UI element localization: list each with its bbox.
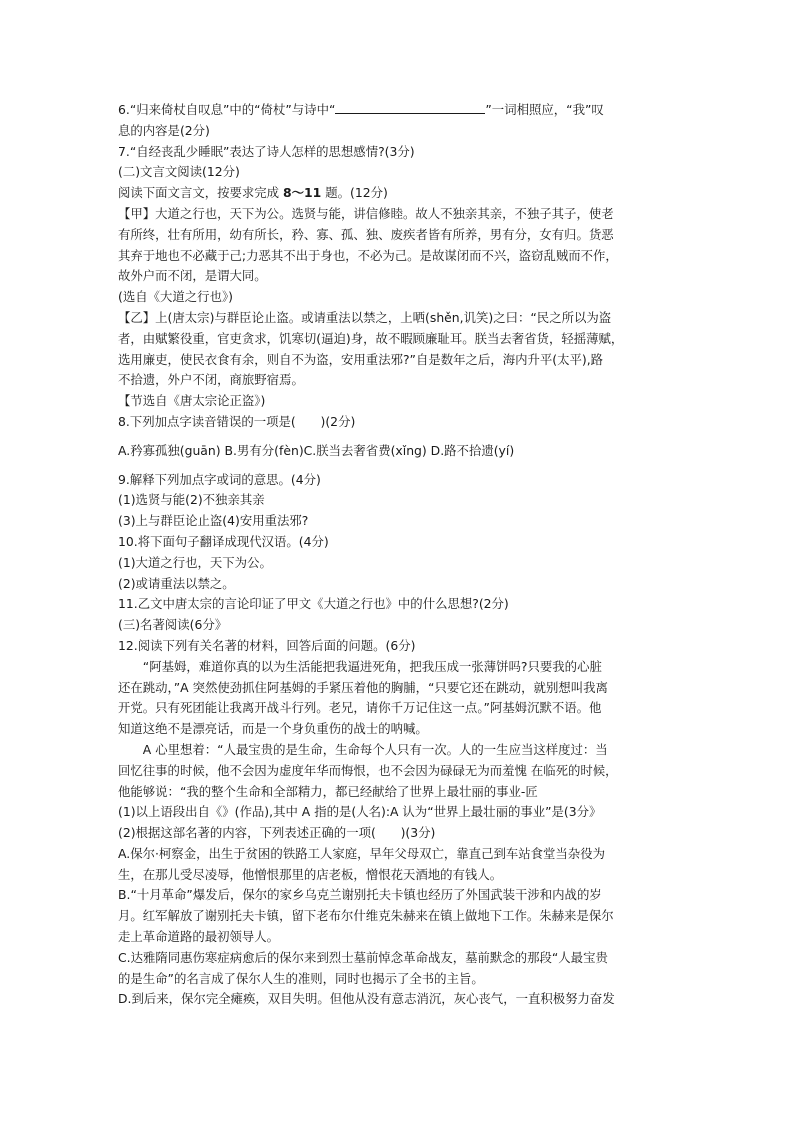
instruction-text-a: 阅读下面文言文，按要求完成	[118, 185, 284, 201]
excerpt-paragraph-1: “阿基姆，难道你真的以为生活能把我逼进死角，把我压成一张薄饼吗?只要我的心脏	[142, 658, 602, 674]
question-7: 7.“自经丧乱少睡眠”表达了诗人怎样的思想感情?(3分)	[118, 143, 415, 159]
question-8-options: A.矜寡孤独(guān) B.男有分(fèn)C.朕当去奢省费(xǐng) D.路不拾遗(yí)	[118, 442, 515, 458]
option-c: C.达雅隋同惠伤寒症病愈后的保尔来到烈士墓前悼念革命战友，墓前默念的那段“人最宝贵	[118, 949, 608, 965]
excerpt-paragraph-2: 他能够说：“我的整个生命和全部精力，都已经献给了世界上最壮丽的事业-匠	[118, 783, 538, 799]
excerpt-paragraph-2: A 心里想着：“人最宝贵的是生命，生命每个人只有一次。人的一生应当这样度过：当	[142, 741, 608, 757]
passage-yi-line: 选用廉吏，使民衣食有余，则自不为盗，安用重法邪?”自是数年之后，海内升平(太平),路	[118, 351, 604, 367]
question-6-text-a: 6.“归来倚杖自叹息”中的“倚杖”与诗中“	[118, 102, 336, 117]
section-3-title: (三)名著阅读(6分》	[118, 617, 228, 633]
question-10-stem: 10.将下面句子翻译成现代汉语。(4分)	[118, 533, 329, 549]
passage-yi-line: 者，由赋繁役重，官吏贪求，饥寒切(逼迫)身，故不暇顾廉耻耳。朕当去奢省货，轻摇薄赋，	[118, 330, 624, 346]
question-9-row-1: (1)选贤与能(2)不独亲其亲	[118, 492, 265, 508]
passage-jia-line: 【甲】大道之行也，天下为公。选贤与能，讲信修睦。故人不独亲其亲，不独子其子，使老	[118, 205, 614, 221]
question-9-row-2: (3)上与群臣论止盗(4)安用重法邪?	[118, 513, 309, 529]
excerpt-paragraph-1: 知道这绝不是漂亮话，而是一个身负重伤的战士的呐喊。	[118, 721, 428, 737]
option-a: A.保尔·柯察金，出生于贫困的铁路工人家庭，早年父母双亡，靠直己到车站食堂当杂役为	[118, 845, 605, 861]
question-6-line-1	[118, 100, 674, 121]
passage-jia-line: 故外户而不闭，是谓大同。	[118, 268, 267, 284]
passage-yi-line: 【乙】上(唐太宗)与群臣论止盗。或请重法以禁之，上哂(shěn,讥笑)之曰：“民之所以为盗	[118, 309, 612, 325]
question-11: 11.乙文中唐太宗的言论印证了甲文《大道之行也》中的什么思想?(2分)	[118, 596, 509, 612]
question-6-line-2: 息的内容是(2分)	[118, 122, 210, 138]
option-b: B.“十月革命”爆发后，保尔的家乡乌克兰谢别托夫卡镇也经历了外国武装干涉和内战的岁	[118, 887, 602, 903]
instruction-range: 8～11	[283, 185, 322, 201]
passage-yi-line: 不拾遗，外户不闭，商旅野宿焉。	[118, 372, 304, 388]
question-6-text-b: ”一词相照应，“我”叹	[485, 102, 604, 117]
option-c: 的是生命”的名言成了保尔人生的准则，同时也揭示了全书的主旨。	[118, 970, 484, 986]
question-10-item-1: (1)大道之行也，天下为公。	[118, 554, 272, 570]
question-12-sub-1: (1)以上语段出自《》(作品),其中 A 指的是(人名):A 认为“世界上最壮丽的事业”是(3分》	[118, 804, 602, 820]
passage-yi-source: 【节选自《唐太宗论正盗》)	[118, 393, 266, 409]
passage-jia-line: 有所终，壮有所用，幼有所长，矜、寡、孤、独、废疾者皆有所养，男有分，女有归。货恶	[118, 226, 614, 242]
question-12-sub-2: (2)根据这部名著的内容，下列表述正确的一项( )(3分)	[118, 825, 436, 841]
option-d: D.到后来，保尔完全瘫痪，双目失明。但他从没有意志消沉，灰心丧气，一直积极努力奋发	[118, 991, 615, 1007]
passage-jia-line: 其弃于地也不必藏于己;力恶其不出于身也，不必为己。是故谋闭而不兴，盗窃乱贼而不作，	[118, 247, 618, 263]
question-9-stem: 9.解释下列加点字或词的意思。(4分)	[118, 471, 321, 487]
option-b: 月。红军解放了谢别托夫卡镇，留下老布尔什维克朱赫来在镇上做地下工作。朱赫来是保尔	[118, 908, 614, 924]
excerpt-paragraph-1: 还在跳动，”A 突然使劲抓住阿基姆的手紧压着他的胸脯，“只要它还在跳动，就别想叫我离	[118, 679, 608, 695]
section-2-title: (二)文言文阅读(12分)	[118, 164, 240, 180]
question-10-item-2: (2)或请重法以禁之。	[118, 575, 235, 591]
instruction-text-c: 题。(12分)	[321, 185, 388, 201]
option-b: 走上革命道路的最初领导人。	[118, 929, 280, 945]
option-a: 生，在那儿受尽凌辱，他憎恨那里的店老板，憎恨花天酒地的有钱人。	[118, 866, 503, 882]
section-2-instruction	[118, 183, 674, 204]
question-8-stem: 8.下列加点字读音错误的一项是( )(2分)	[118, 413, 356, 429]
exam-page	[118, 100, 674, 1010]
question-12-stem: 12.阅读下列有关名著的材料，回答后面的问题。(6分)	[118, 637, 416, 653]
excerpt-paragraph-2: 回忆往事的时候，他不会因为虚度年华而悔恨，也不会因为碌碌无为而羞愧 在临死的时候，	[118, 762, 618, 778]
passage-jia-source: (选自《大道之行也》)	[118, 289, 233, 305]
excerpt-paragraph-1: 开党。只有死团能让我离开战斗行列。老兄，请你千万记住这一点。”阿基姆沉默不语。他	[118, 700, 602, 716]
answer-blank[interactable]	[335, 101, 485, 114]
